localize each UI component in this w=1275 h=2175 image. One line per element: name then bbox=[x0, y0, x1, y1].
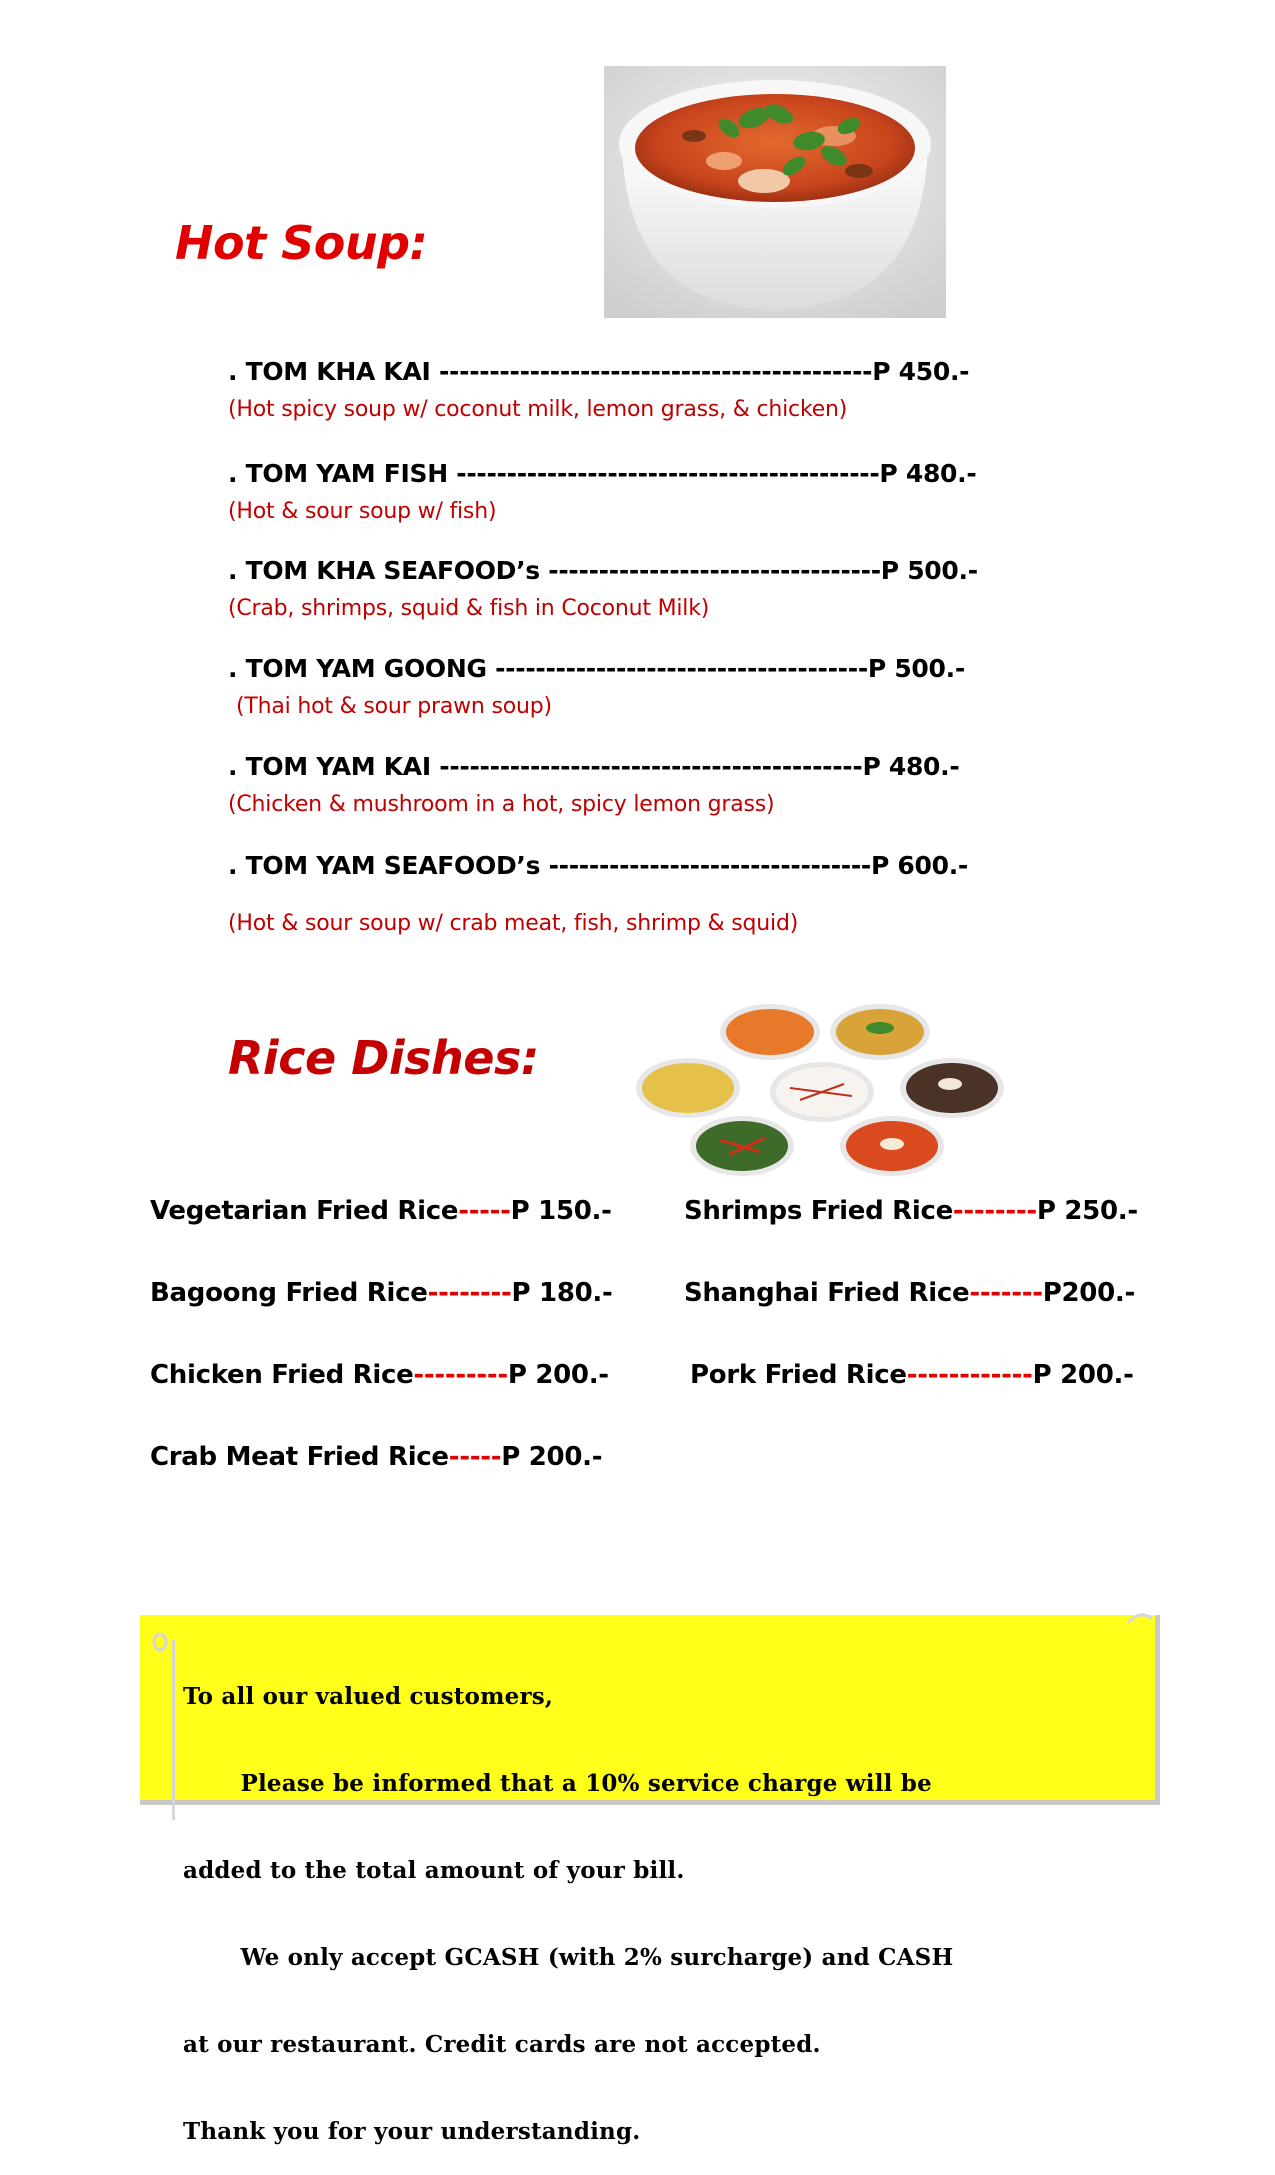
rice-item-name: Chicken Fried Rice bbox=[150, 1360, 414, 1390]
rice-item-dashes: -------- bbox=[952, 1196, 1037, 1226]
soup-item-3: . TOM KHA SEAFOOD’s ---------------------------------P 500.- bbox=[228, 556, 978, 585]
rice-dishes-title: Rice Dishes: bbox=[228, 1031, 539, 1085]
rice-item-name: Crab Meat Fried Rice bbox=[150, 1442, 449, 1472]
soup-item-5-desc: (Chicken & mushroom in a hot, spicy lemon grass) bbox=[228, 792, 775, 817]
rice-item-name: Shrimps Fried Rice bbox=[684, 1196, 953, 1226]
scroll-top-curl-icon bbox=[1126, 1609, 1154, 1625]
rice-item-price: P 200.- bbox=[1032, 1360, 1134, 1390]
soup-item-4: . TOM YAM GOONG -------------------------------------P 500.- bbox=[228, 654, 965, 683]
soup-item-2-desc: (Hot & sour soup w/ fish) bbox=[228, 499, 497, 524]
rice-item-pork bbox=[690, 1360, 1134, 1390]
rice-item-price: P 180.- bbox=[511, 1278, 613, 1308]
rice-item-crab-meat bbox=[150, 1442, 602, 1472]
notice-line: We only accept GCASH (with 2% surcharge) and CASH bbox=[183, 1944, 954, 1971]
soup-item-3-desc: (Crab, shrimps, squid & fish in Coconut Milk) bbox=[228, 596, 710, 621]
soup-item-6-desc: (Hot & sour soup w/ crab meat, fish, shrimp & squid) bbox=[228, 911, 799, 936]
rice-item-dashes: ----- bbox=[448, 1442, 502, 1472]
notice-line: added to the total amount of your bill. bbox=[183, 1857, 685, 1884]
rice-item-vegetarian bbox=[150, 1196, 612, 1226]
curry-bowls-image bbox=[630, 1000, 1008, 1178]
rice-item-price: P 150.- bbox=[510, 1196, 612, 1226]
notice-line: Please be informed that a 10% service charge will be bbox=[183, 1770, 932, 1797]
rice-item-dashes: ----- bbox=[458, 1196, 511, 1226]
rice-item-name: Vegetarian Fried Rice bbox=[150, 1196, 459, 1226]
soup-item-4-desc: (Thai hot & sour prawn soup) bbox=[236, 694, 552, 719]
soup-item-1-desc: (Hot spicy soup w/ coconut milk, lemon grass, & chicken) bbox=[228, 397, 848, 422]
soup-item-5: . TOM YAM KAI ------------------------------------------P 480.- bbox=[228, 752, 960, 781]
scroll-curl-icon bbox=[150, 1632, 170, 1652]
hot-soup-title: Hot Soup: bbox=[175, 216, 428, 270]
rice-item-name: Pork Fried Rice bbox=[690, 1360, 907, 1390]
soup-item-1: . TOM KHA KAI -------------------------------------------P 450.- bbox=[228, 357, 970, 386]
rice-item-shrimps bbox=[684, 1196, 1138, 1226]
notice-line: To all our valued customers, bbox=[183, 1683, 554, 1710]
rice-item-shanghai bbox=[684, 1278, 1135, 1308]
soup-item-2: . TOM YAM FISH ------------------------------------------P 480.- bbox=[228, 459, 977, 488]
notice-line: Thank you for your understanding. bbox=[183, 2118, 641, 2145]
soup-bowl-image bbox=[604, 66, 946, 318]
notice-scroll-edge bbox=[140, 1640, 175, 1820]
rice-item-name: Bagoong Fried Rice bbox=[150, 1278, 428, 1308]
rice-item-price: P 250.- bbox=[1036, 1196, 1138, 1226]
soup-item-6: . TOM YAM SEAFOOD’s --------------------------------P 600.- bbox=[228, 851, 968, 880]
rice-item-dashes: --------- bbox=[413, 1360, 508, 1390]
rice-item-dashes: -------- bbox=[427, 1278, 512, 1308]
rice-item-dashes: ------- bbox=[969, 1278, 1043, 1308]
rice-item-chicken bbox=[150, 1360, 609, 1390]
rice-item-dashes: ------------ bbox=[906, 1360, 1033, 1390]
rice-item-price: P200.- bbox=[1042, 1278, 1135, 1308]
hot-soup-photo bbox=[604, 66, 946, 318]
rice-item-name: Shanghai Fried Rice bbox=[684, 1278, 970, 1308]
notice-text bbox=[183, 1624, 953, 2175]
rice-item-price: P 200.- bbox=[501, 1442, 603, 1472]
notice-line: at our restaurant. Credit cards are not accepted. bbox=[183, 2031, 821, 2058]
rice-item-price: P 200.- bbox=[507, 1360, 609, 1390]
rice-dishes-photo bbox=[630, 1000, 1008, 1178]
rice-item-bagoong bbox=[150, 1278, 612, 1308]
